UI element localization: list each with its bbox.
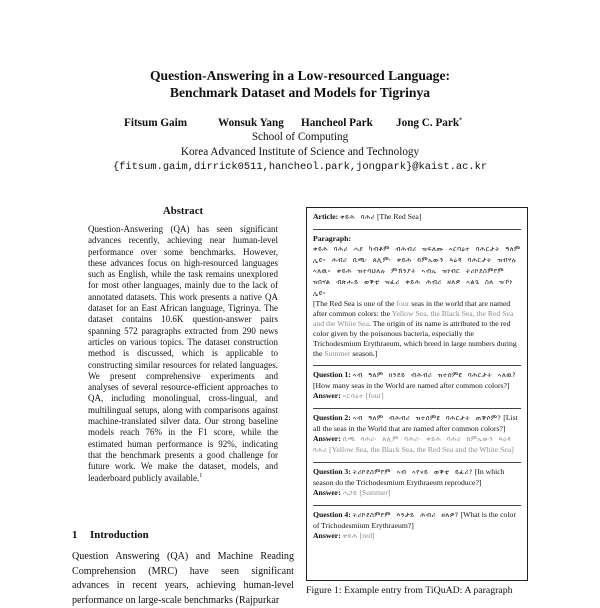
divider: [313, 229, 521, 230]
answer-label: Answer:: [313, 531, 341, 540]
answer-label: Answer:: [313, 391, 341, 400]
divider: [313, 505, 521, 506]
answer-tigrinya: ኣርባዕተ: [342, 393, 364, 400]
author-name: Fitsum Gaim: [124, 117, 188, 129]
paper-title-line-2: Benchmark Dataset and Models for Tigrinya: [169, 85, 431, 100]
qa-pair: [313, 510, 521, 542]
abstract-heading: Abstract: [162, 205, 204, 217]
article-label: Article:: [313, 212, 339, 221]
author-name: Hancheol Park: [301, 117, 373, 129]
paragraph-english: [313, 299, 517, 358]
author-name-corresponding: [396, 117, 462, 129]
highlighted-answer: Summer: [324, 349, 351, 358]
question-english: [In which season do the Trichodesmium Erythraeum reproduce?]: [313, 467, 505, 487]
answer-english: [red]: [359, 531, 375, 540]
qa-pair: [313, 467, 521, 499]
answer-label: Answer:: [313, 488, 341, 497]
question-tigrinya: ኣብ ዓለም ብሕብሪ ዝተሰምዩ ባሕርታት ጠቕሶም?: [352, 415, 502, 422]
introduction-text: Question Answering (QA) and Machine Reading Comprehension (MRC) have seen significant advances in recent years, achieving human-level performance on large-scale benchmarks (Rajpurkar: [72, 551, 294, 606]
paragraph-label: Paragraph:: [313, 234, 352, 243]
divider: [313, 365, 521, 366]
question-english: [List all the seas in the World that are named after common colors?]: [313, 413, 518, 433]
abstract-text: Question-Answering (QA) has seen significant advances recently, achieving near human-level performance over some benchmarks. However, these advances focus on high-resourced languages such as English, while the task remains unexplored for most other languages, mainly due to the lack of annotated datasets. This work presents a native QA dataset for an East African language, Tigrinya. The dataset contains 10.6K question-answer pairs spanning 572 paragraphs extracted from 290 news articles on various topics. The dataset construction method is discussed, which is applicable to constructing similar resources for related languages. We present comprehensive experiments and analyses of several resource-efficient approaches to QA, including monolingual, cross-lingual, and multilingual setups, along with comparisons against machine-translated silver data. Our strong baseline models reach 76% in the F1 score, while the estimated human performance is 92%, indicating that the benchmark presents a good challenge for future work. We make the dataset, models, and leaderboard publicly available.: [88, 224, 278, 483]
answer-english: [Yellow Sea, the Black Sea, the Red Sea and the White Sea]: [329, 445, 514, 454]
answer-tigrinya: ቀይሕ: [342, 533, 358, 540]
section-title: Introduction: [90, 529, 149, 541]
question-tigrinya: ትሪኮደስምየም ኣብ ኣየናይ ወቕቲ ይፈሪ?: [352, 469, 473, 476]
qa-pair: [313, 370, 521, 402]
author-emails: {fitsum.gaim,dirrick0511,hancheol.park,jongpark}@kaist.ac.kr: [112, 161, 488, 173]
paragraph-text: season.]: [352, 349, 378, 358]
question-label: Question 3:: [313, 467, 351, 476]
section-heading-introduction: [72, 529, 149, 541]
paragraph-text: [The Red Sea is one of the: [313, 299, 395, 308]
author-name: Jong C. Park: [396, 117, 460, 129]
answer-label: Answer:: [313, 434, 341, 443]
question-english: [What is the color of Trichodesmium Erythraeum?]: [313, 510, 516, 530]
question-label: Question 4:: [313, 510, 351, 519]
corresponding-author-mark: *: [459, 117, 463, 124]
footnote-mark: 1: [199, 472, 203, 479]
article-title-tigrinya: ቀይሕ ባሕሪ: [340, 214, 376, 221]
abstract-body: [88, 224, 278, 484]
paper-title-line-1: Question-Answering in a Low-resourced Language:: [149, 68, 451, 83]
answer-tigrinya: ቢጫ ባሕሪ፡ ጸሊም ባሕሪ፡ ቀይሕ ባሕሪ ከምኡውን ጻዕዳ ባሕሪ: [313, 436, 512, 454]
paragraph-tigrinya: ቀይሕ ባሕሪ ሓደ ካብቶም ብሕብሪ ዝፍለጡ ኣርባዕተ ባሕርታት ዓለም ኢዩ። ሕብሪ ቢጫ፡ ጸሊም፡ ቀይሕ ከምኡውን ጻዕዳ ባሕርታት ዝብሃሉ ኣለዉ። ቀይሕ ዝተባህለሉ ምኽንያት ኣብኡ ዝነብር ትሪኮደስምየም ዝበሃል ብጽሑይ ወቕቲ ዝፈሪ ቀይሕ ሕብሪ ዘለዎ ኣልጌ ስለ ዝኾነ ኢዩ።: [313, 246, 521, 297]
figure-paragraph: [313, 234, 521, 359]
paragraph-text: . The origin of its name is attributed to the red color given by the poisonous bacteria, especially the Trichodesmium Erythraeum, which breed in large numbers during the: [313, 319, 517, 358]
divider: [313, 462, 521, 463]
question-label: Question 2:: [313, 413, 351, 422]
affiliation-institute: Korea Advanced Institute of Science and Technology: [180, 146, 420, 158]
author-name: Wonsuk Yang: [218, 117, 284, 129]
question-tigrinya: ትሪኮደስምየም እንታይ ሕብሪ ዘለዎ?: [352, 512, 459, 519]
figure-1-example-box: [306, 207, 528, 581]
highlighted-answer: Yellow Sea, the Black Sea, the Red Sea and the White Sea: [313, 309, 514, 328]
section-number: 1: [72, 529, 78, 541]
question-label: Question 1:: [313, 370, 351, 379]
paper-title: [0, 67, 600, 101]
highlighted-answer: four: [396, 299, 410, 308]
answer-english: [Summer]: [359, 488, 391, 497]
article-title-english: [The Red Sea]: [376, 212, 422, 221]
answer-tigrinya: ሓጋይ: [342, 490, 358, 497]
divider: [313, 408, 521, 409]
figure-article-line: [313, 212, 521, 223]
affiliation-department: School of Computing: [251, 131, 349, 143]
answer-english: [four]: [365, 391, 384, 400]
figure-caption: Figure 1: Example entry from TiQuAD: A paragraph: [306, 585, 513, 596]
question-english: [How many seas in the World are named after common colors?]: [313, 381, 510, 390]
qa-pair: [313, 413, 521, 456]
paragraph-text: seas in the world that are named after common colors: the: [313, 299, 511, 318]
question-tigrinya: ኣብ ዓለም ክንደይ ብሕብሪ ዝተሰምዩ ባሕርታት ኣለዉ?: [352, 372, 517, 379]
